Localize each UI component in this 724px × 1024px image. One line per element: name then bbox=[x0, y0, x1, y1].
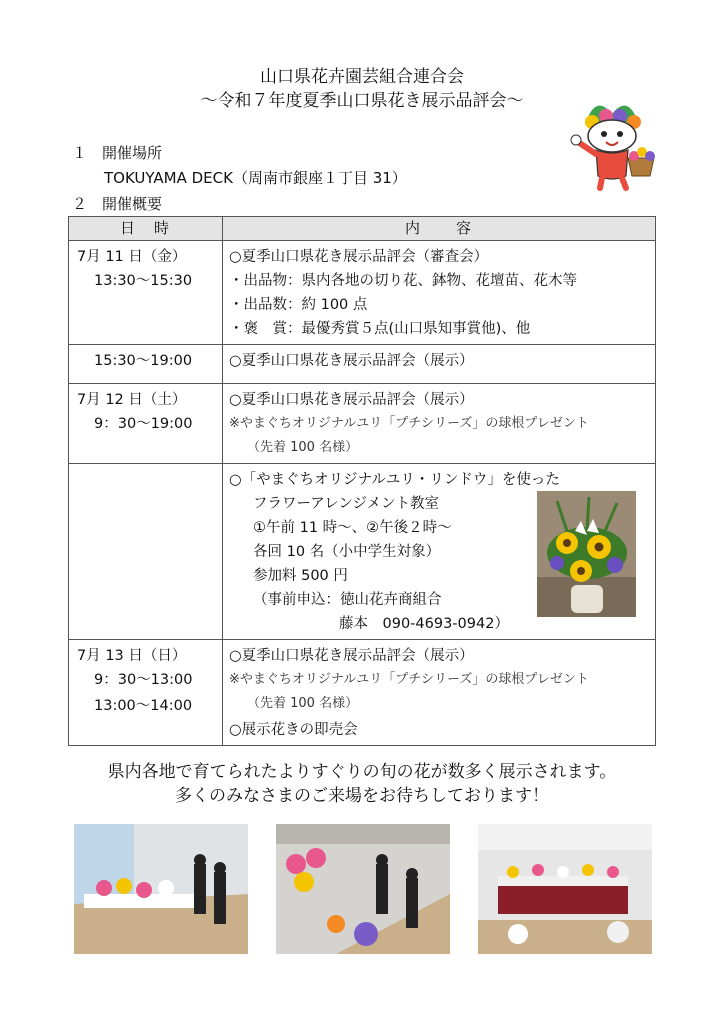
exhibition-photo-1 bbox=[74, 824, 248, 954]
row3-note: ※やまぐちオリジナルユリ「プチシリーズ」の球根プレゼント bbox=[229, 416, 589, 431]
invitation-line1: 県内各地で育てられたよりすぐりの旬の花が数多く展示されます。 bbox=[107, 762, 617, 782]
row1-content-item: ・出品物：県内各地の切り花、鉢物、花壇苗、花木等 bbox=[229, 273, 577, 289]
row1-content-item: ・褒 賞：最優秀賞５点(山口県知事賞他)、他 bbox=[229, 321, 531, 337]
row3-date: 7月 12 日（土） bbox=[77, 392, 187, 408]
venue-section-label: １ 開催場所 bbox=[72, 144, 163, 162]
workshop-apply: （事前申込：徳山花卉商組合 bbox=[253, 592, 442, 608]
doc-subtitle: ～令和７年度夏季山口県花き展示品評会～ bbox=[200, 91, 524, 111]
venue-value: TOKUYAMA DECK（周南市銀座１丁目 31） bbox=[104, 169, 407, 187]
row5-date: 7月 13 日（日） bbox=[77, 648, 187, 664]
exhibition-photo-2 bbox=[276, 824, 450, 954]
workshop-name: フラワーアレンジメント教室 bbox=[253, 496, 440, 512]
row5-note: ※やまぐちオリジナルユリ「プチシリーズ」の球根プレゼント bbox=[229, 672, 589, 687]
row5-time: 13:00～14:00 bbox=[94, 698, 193, 714]
row3-note: （先着 100 名様） bbox=[247, 440, 359, 455]
mascot-illustration bbox=[566, 92, 658, 192]
workshop-title: ○「やまぐちオリジナルユリ・リンドウ」を使った bbox=[229, 472, 560, 488]
flower-basket-icon bbox=[628, 147, 655, 176]
row1-content-title: ○夏季山口県花き展示品評会（審査会） bbox=[229, 249, 489, 265]
table-header-row bbox=[69, 217, 656, 241]
table-row bbox=[69, 345, 656, 384]
table-row bbox=[69, 384, 656, 464]
row1-date: 7月 11 日（金） bbox=[77, 249, 187, 265]
row1-content-item: ・出品数：約 100 点 bbox=[229, 297, 368, 313]
doc-title: 山口県花卉園芸組合連合会 bbox=[260, 67, 464, 87]
overview-section-label: ２ 開催概要 bbox=[72, 195, 163, 213]
row5-content: ○夏季山口県花き展示品評会（展示） bbox=[229, 648, 474, 664]
workshop-capacity: 各回 10 名（小中学生対象） bbox=[253, 544, 441, 560]
row3-content: ○夏季山口県花き展示品評会（展示） bbox=[229, 392, 474, 408]
row5-note: （先着 100 名様） bbox=[247, 696, 359, 711]
row3-time: 9：30～19:00 bbox=[94, 416, 193, 432]
workshop-contact: 藤本 090-4693-0942） bbox=[339, 616, 509, 632]
col-header-date: 日 時 bbox=[69, 217, 223, 241]
row2-time: 15:30～19:00 bbox=[94, 353, 193, 369]
flower-arrangement-photo bbox=[537, 491, 636, 617]
row5-time: 9：30～13:00 bbox=[94, 672, 193, 688]
col-header-content: 内 容 bbox=[223, 217, 656, 241]
table-row bbox=[69, 241, 656, 345]
row5-content-sale: ○展示花きの即売会 bbox=[229, 722, 358, 738]
table-row bbox=[69, 640, 656, 746]
schedule-table bbox=[68, 216, 656, 746]
row2-content: ○夏季山口県花き展示品評会（展示） bbox=[229, 353, 474, 369]
workshop-fee: 参加料 500 円 bbox=[253, 568, 348, 584]
exhibition-photo-3 bbox=[478, 824, 652, 954]
workshop-times: ①午前 11 時～、②午後２時～ bbox=[253, 520, 452, 536]
invitation-line2: 多くのみなさまのご来場をお待ちしております！ bbox=[175, 786, 549, 806]
row1-time: 13:30～15:30 bbox=[94, 273, 193, 289]
